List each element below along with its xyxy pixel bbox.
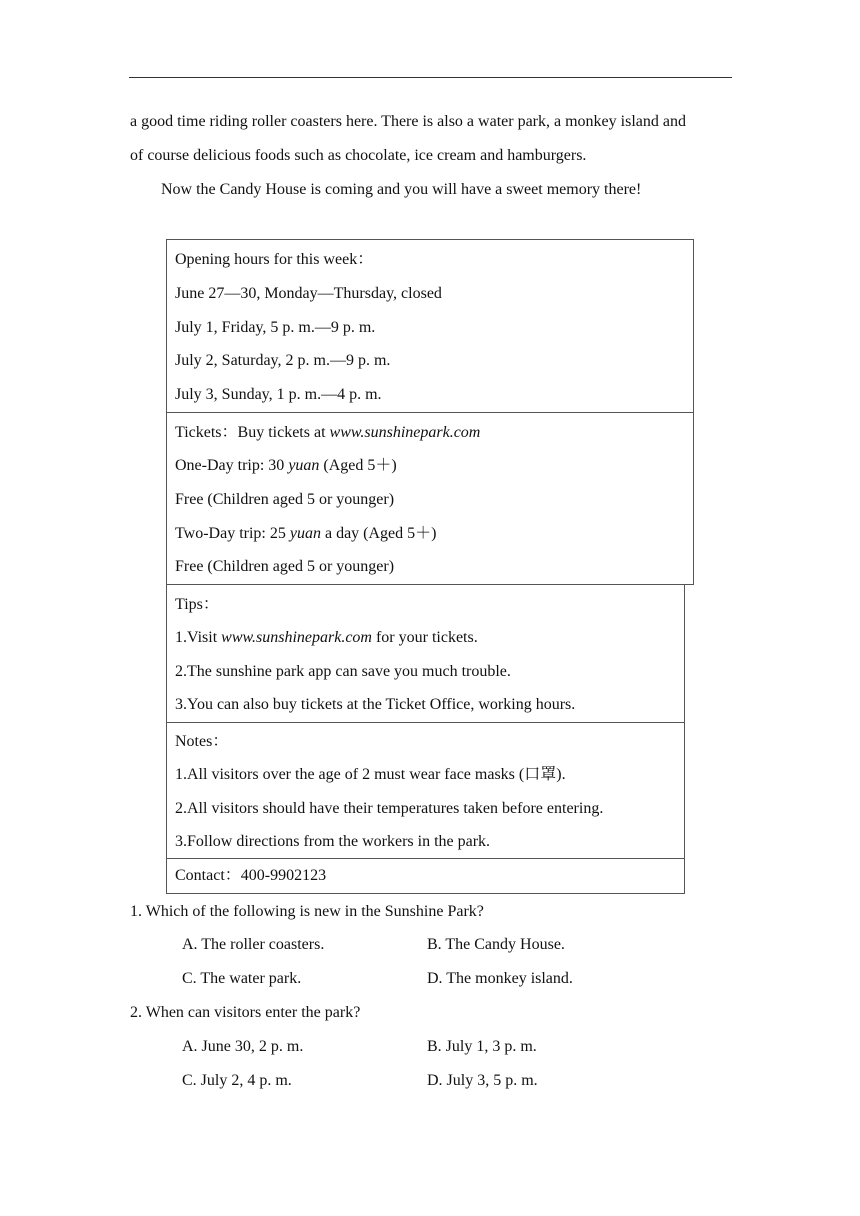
option-a: A. June 30, 2 p. m.: [182, 1038, 304, 1055]
tip-website: www.sunshinepark.com: [221, 629, 372, 646]
hours-row: July 2, Saturday, 2 p. m.—9 p. m.: [175, 352, 391, 369]
note-item: 3.Follow directions from the workers in the park.: [175, 833, 491, 850]
ticket-one-day: One-Day trip: 30 yuan (Aged 5＋): [175, 457, 397, 474]
tip-item: 2.The sunshine park app can save you much trouble.: [175, 663, 511, 680]
notes-box: [166, 722, 685, 859]
option-d: D. The monkey island.: [427, 970, 573, 987]
tips-box: [166, 584, 685, 723]
option-c: C. The water park.: [182, 970, 302, 987]
passage-line: of course delicious foods such as chocolate, ice cream and hamburgers.: [130, 147, 587, 164]
tips-heading: Tips：: [175, 596, 219, 613]
note-item: 1.All visitors over the age of 2 must wear face masks (口罩).: [175, 766, 566, 783]
question-stem: 2. When can visitors enter the park?: [130, 1004, 361, 1021]
hours-row: July 3, Sunday, 1 p. m.—4 p. m.: [175, 386, 382, 403]
question-stem: 1. Which of the following is new in the Sunshine Park?: [130, 903, 484, 920]
option-c: C. July 2, 4 p. m.: [182, 1072, 292, 1089]
ticket-website: www.sunshinepark.com: [329, 424, 481, 441]
opening-hours-box: [166, 239, 694, 413]
header-rule: [129, 77, 732, 78]
tickets-heading: Tickets：Buy tickets at www.sunshinepark.com: [175, 424, 481, 441]
option-b: B. July 1, 3 p. m.: [427, 1038, 537, 1055]
option-d: D. July 3, 5 p. m.: [427, 1072, 538, 1089]
opening-hours-heading: Opening hours for this week：: [175, 251, 374, 268]
tip-item: 3.You can also buy tickets at the Ticket Office, working hours.: [175, 696, 576, 713]
passage-line: a good time riding roller coasters here. There is also a water park, a monkey island and: [130, 113, 686, 130]
ticket-two-day: Two-Day trip: 25 yuan a day (Aged 5＋): [175, 525, 437, 542]
hours-row: June 27—30, Monday—Thursday, closed: [175, 285, 442, 302]
passage-line: Now the Candy House is coming and you will have a sweet memory there!: [161, 181, 642, 198]
tip-item: 1.Visit www.sunshinepark.com for your tickets.: [175, 629, 478, 646]
ticket-free: Free (Children aged 5 or younger): [175, 491, 395, 508]
contact-box: [166, 858, 685, 894]
ticket-free: Free (Children aged 5 or younger): [175, 558, 395, 575]
note-item: 2.All visitors should have their temperatures taken before entering.: [175, 800, 604, 817]
notes-heading: Notes：: [175, 733, 229, 750]
option-a: A. The roller coasters.: [182, 936, 325, 953]
contact-text: Contact：400-9902123: [175, 867, 327, 884]
hours-row: July 1, Friday, 5 p. m.—9 p. m.: [175, 319, 376, 336]
option-b: B. The Candy House.: [427, 936, 565, 953]
tickets-box: [166, 412, 694, 585]
